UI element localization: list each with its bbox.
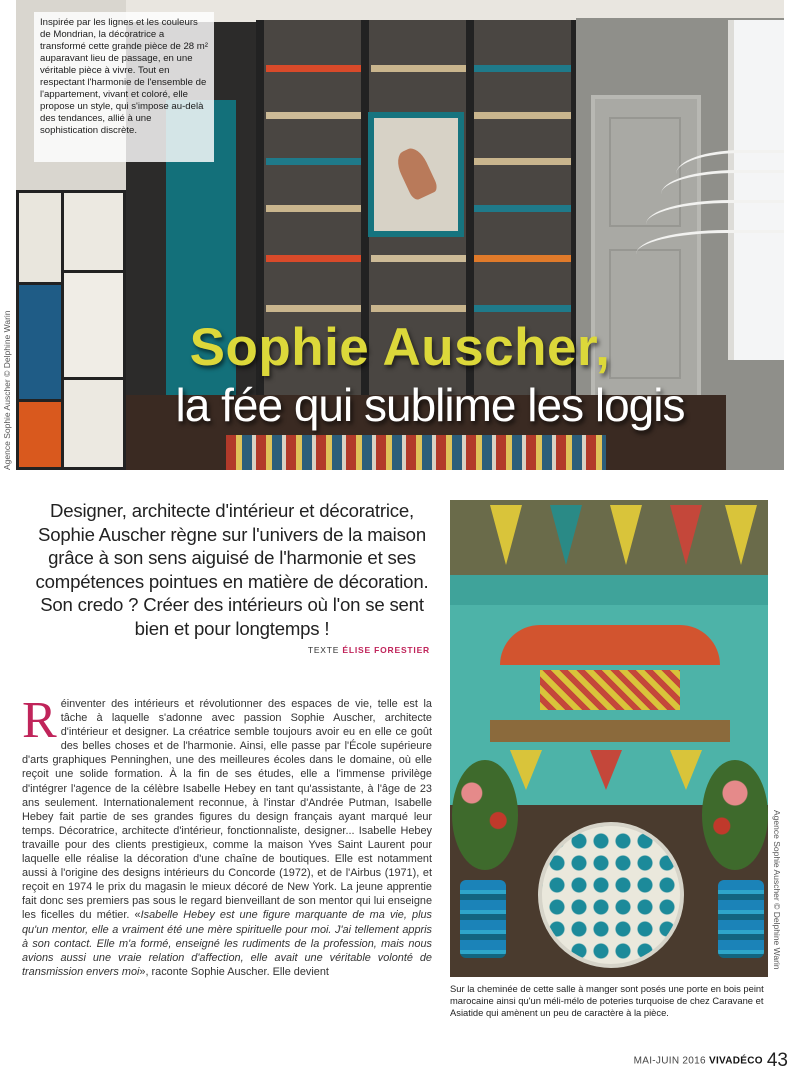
- quote: Isabelle Hebey est une figure marquante de ma vie, plus qu'un mentor, elle a vraiment été une mère spirituelle pour moi. J'ai tellement appris à son contact. Elle m'a formé, enseigné les rudiments de la profession, mais nous avions aussi une vraie relation d'affection, elle avait une véritable volonté de transmission envers moi: [22, 909, 432, 978]
- page-footer: [560, 1050, 788, 1072]
- left-vase: [460, 880, 506, 958]
- issue-date: MAI-JUIN 2016 VIVADÉCO: [633, 1055, 763, 1067]
- rug: [226, 435, 606, 470]
- hero-caption: Inspirée par les lignes et les couleurs de Mondrian, la décoratrice a transformé cette grande pièce de 28 m² auparavant lieu de passage, en une véritable pièce à vivre. Tout en respectant l'harmonie de l'ensemble de l'appartement, vivant et coloré, elle propose un style, qui s'impose au-delà des tendances, allié à une sophistication discrète.: [34, 12, 214, 162]
- photo2-caption: Sur la cheminée de cette salle à manger sont posés une porte en bois peint marocaine ainsi qu'un méli-mélo de poteries turquoise de chez Caravane et Asiatide qui amènent un peu de caractère à la pièce.: [450, 983, 764, 1018]
- framed-sculpture: [368, 112, 464, 237]
- hero-photo-credit: Agence Sophie Auscher © Delphine Warin: [2, 310, 12, 470]
- body-paragraph: éinventer des intérieurs et révolutionner des espaces de vie, telle est la tâche à laquelle s'adonne avec passion Sophie Auscher, architecte d'intérieur et designer. La créatrice semble toujours avoir eu en elle ce goût des belles choses et de l'harmonie. Ainsi, elle passe par l'École supérieure d'arts graphiques Penninghen, une des meilleures écoles dans le domaine, où elle reçoit une solide formation. À la fin de ses études, elle a l'immense privilège d'intégrer l'agence de la célèbre Isabelle Hebey en tant qu'assistante, à l'âge de 23 ans seulement. Internationalement reconnue, à l'instar d'Andrée Putman, Isabelle Hebey fait partie de ses grandes figures du design français ayant marqué leur temps. Décoratrice, architecte d'intérieur, fonctionnaliste, designer... Isabelle Hebey travaille pour des clients prestigieux, comme la maison Yves Saint Laurent pour laquelle elle réalise la décoration d'une chaîne de boutiques. Elle est notamment aussi à l'origine des designs intérieurs du Concorde (1972), et de l'Airbus (1971), et reçoit en 1974 le prix du magasin le mieux décoré de New York. La jeune apprentie fait donc ses premiers pas sous le regard bienveillant de son mentor qui lui enseigne les ficelles du métier. «: [22, 698, 432, 922]
- painted-door-photo: [450, 500, 768, 977]
- title-line-1: Sophie Auscher,: [189, 318, 611, 377]
- photo2-credit: Agence Sophie Auscher © Delphine Warin: [772, 810, 782, 970]
- hero-photo: [16, 0, 784, 470]
- intro-paragraph: Designer, architecte d'intérieur et décoratrice, Sophie Auscher règne sur l'univers de la maison grâce à son sens aiguisé de l'harmonie et ses compétences pointues en matière de décoration. Son credo ? Créer des intérieurs où l'on se sent bien et pour longtemps !: [35, 500, 429, 639]
- magazine-name: VIVADÉCO: [708, 1055, 763, 1067]
- byline-label: TEXTE: [307, 645, 340, 655]
- article-title: [16, 318, 784, 432]
- byline-author: ÉLISE FORESTIER: [342, 645, 430, 655]
- body-text: [22, 692, 432, 979]
- drop-cap: R: [22, 692, 57, 749]
- polka-dot-plate: [538, 822, 684, 968]
- body-tail: », raconte Sophie Auscher. Elle devient: [139, 965, 329, 978]
- title-line-2: la fée qui sublime les logis: [175, 379, 685, 431]
- right-vase: [718, 880, 764, 958]
- byline: [240, 645, 430, 655]
- page-number: 43: [766, 1050, 788, 1071]
